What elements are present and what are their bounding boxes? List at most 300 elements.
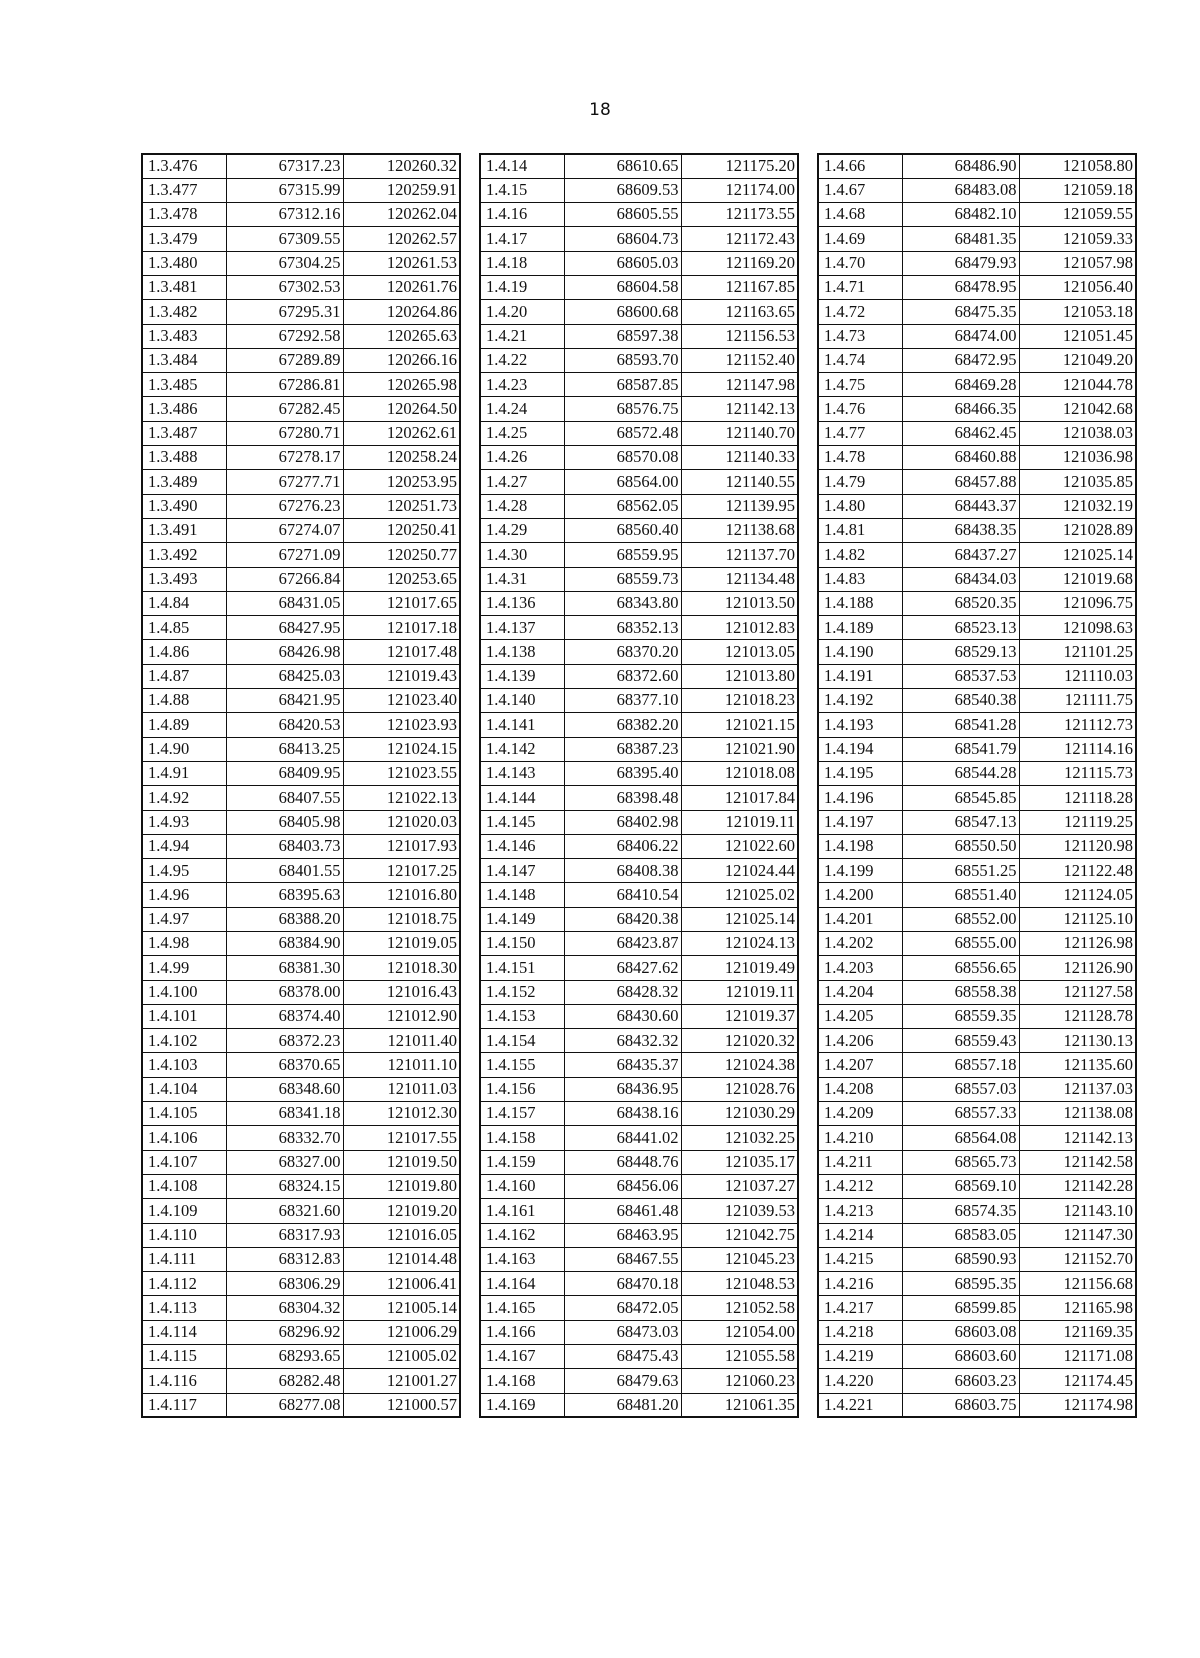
point-id-cell: 1.4.112 bbox=[142, 1272, 226, 1296]
x-coordinate-cell: 68587.85 bbox=[564, 373, 681, 397]
point-id-cell: 1.4.105 bbox=[142, 1102, 226, 1126]
y-coordinate-cell: 121138.68 bbox=[681, 518, 798, 542]
y-coordinate-cell: 121037.27 bbox=[681, 1174, 798, 1198]
table-row bbox=[818, 786, 1136, 810]
point-id-cell: 1.4.197 bbox=[818, 810, 902, 834]
point-id-cell: 1.4.28 bbox=[480, 494, 564, 518]
table-row bbox=[818, 1077, 1136, 1101]
x-coordinate-cell: 68603.75 bbox=[902, 1393, 1019, 1417]
x-coordinate-cell: 68381.30 bbox=[226, 956, 343, 980]
table-row bbox=[480, 786, 798, 810]
x-coordinate-cell: 68559.35 bbox=[902, 1004, 1019, 1028]
table-row bbox=[818, 1369, 1136, 1393]
y-coordinate-cell: 121135.60 bbox=[1019, 1053, 1136, 1077]
table-row bbox=[142, 1102, 460, 1126]
table-row bbox=[480, 1102, 798, 1126]
y-coordinate-cell: 121017.84 bbox=[681, 786, 798, 810]
x-coordinate-cell: 68341.18 bbox=[226, 1102, 343, 1126]
x-coordinate-cell: 68461.48 bbox=[564, 1199, 681, 1223]
x-coordinate-cell: 68605.55 bbox=[564, 203, 681, 227]
table-row bbox=[818, 178, 1136, 202]
table-row bbox=[818, 1029, 1136, 1053]
point-id-cell: 1.4.143 bbox=[480, 761, 564, 785]
point-id-cell: 1.4.82 bbox=[818, 543, 902, 567]
x-coordinate-cell: 68457.88 bbox=[902, 470, 1019, 494]
y-coordinate-cell: 120253.95 bbox=[343, 470, 460, 494]
y-coordinate-cell: 121024.13 bbox=[681, 932, 798, 956]
point-id-cell: 1.4.163 bbox=[480, 1247, 564, 1271]
point-id-cell: 1.4.70 bbox=[818, 251, 902, 275]
point-id-cell: 1.3.478 bbox=[142, 203, 226, 227]
point-id-cell: 1.4.144 bbox=[480, 786, 564, 810]
x-coordinate-cell: 68483.08 bbox=[902, 178, 1019, 202]
y-coordinate-cell: 121019.49 bbox=[681, 956, 798, 980]
y-coordinate-cell: 121122.48 bbox=[1019, 859, 1136, 883]
table-row bbox=[142, 1199, 460, 1223]
point-id-cell: 1.4.220 bbox=[818, 1369, 902, 1393]
x-coordinate-cell: 68304.32 bbox=[226, 1296, 343, 1320]
point-id-cell: 1.3.482 bbox=[142, 300, 226, 324]
y-coordinate-cell: 121130.13 bbox=[1019, 1029, 1136, 1053]
y-coordinate-cell: 121019.11 bbox=[681, 810, 798, 834]
table-row bbox=[818, 1174, 1136, 1198]
table-row bbox=[818, 737, 1136, 761]
x-coordinate-cell: 68466.35 bbox=[902, 397, 1019, 421]
point-id-cell: 1.4.79 bbox=[818, 470, 902, 494]
table-row bbox=[818, 567, 1136, 591]
y-coordinate-cell: 121011.10 bbox=[343, 1053, 460, 1077]
x-coordinate-cell: 67282.45 bbox=[226, 397, 343, 421]
x-coordinate-cell: 68547.13 bbox=[902, 810, 1019, 834]
y-coordinate-cell: 121011.03 bbox=[343, 1077, 460, 1101]
table-row bbox=[142, 616, 460, 640]
table-row bbox=[142, 227, 460, 251]
point-id-cell: 1.4.86 bbox=[142, 640, 226, 664]
y-coordinate-cell: 120258.24 bbox=[343, 446, 460, 470]
x-coordinate-cell: 68438.16 bbox=[564, 1102, 681, 1126]
table-row bbox=[480, 1320, 798, 1344]
y-coordinate-cell: 121056.40 bbox=[1019, 275, 1136, 299]
point-id-cell: 1.3.484 bbox=[142, 348, 226, 372]
table-row bbox=[142, 494, 460, 518]
y-coordinate-cell: 121005.14 bbox=[343, 1296, 460, 1320]
table-row bbox=[142, 689, 460, 713]
point-id-cell: 1.4.25 bbox=[480, 421, 564, 445]
x-coordinate-cell: 68557.18 bbox=[902, 1053, 1019, 1077]
y-coordinate-cell: 121174.45 bbox=[1019, 1369, 1136, 1393]
y-coordinate-cell: 121156.68 bbox=[1019, 1272, 1136, 1296]
table-row bbox=[142, 883, 460, 907]
point-id-cell: 1.3.489 bbox=[142, 470, 226, 494]
x-coordinate-cell: 68413.25 bbox=[226, 737, 343, 761]
point-id-cell: 1.4.66 bbox=[818, 154, 902, 178]
y-coordinate-cell: 121049.20 bbox=[1019, 348, 1136, 372]
point-id-cell: 1.4.117 bbox=[142, 1393, 226, 1417]
x-coordinate-cell: 68560.40 bbox=[564, 518, 681, 542]
point-id-cell: 1.4.80 bbox=[818, 494, 902, 518]
table-row bbox=[480, 1345, 798, 1369]
y-coordinate-cell: 121017.48 bbox=[343, 640, 460, 664]
x-coordinate-cell: 68569.10 bbox=[902, 1174, 1019, 1198]
y-coordinate-cell: 121045.23 bbox=[681, 1247, 798, 1271]
table-row bbox=[142, 1393, 460, 1417]
x-coordinate-cell: 68408.38 bbox=[564, 859, 681, 883]
y-coordinate-cell: 121139.95 bbox=[681, 494, 798, 518]
table-row bbox=[818, 1296, 1136, 1320]
y-coordinate-cell: 121152.40 bbox=[681, 348, 798, 372]
x-coordinate-cell: 68427.62 bbox=[564, 956, 681, 980]
y-coordinate-cell: 121171.08 bbox=[1019, 1345, 1136, 1369]
x-coordinate-cell: 68520.35 bbox=[902, 591, 1019, 615]
x-coordinate-cell: 68432.32 bbox=[564, 1029, 681, 1053]
y-coordinate-cell: 120265.63 bbox=[343, 324, 460, 348]
y-coordinate-cell: 121061.35 bbox=[681, 1393, 798, 1417]
x-coordinate-cell: 68603.08 bbox=[902, 1320, 1019, 1344]
point-id-cell: 1.3.483 bbox=[142, 324, 226, 348]
point-id-cell: 1.4.23 bbox=[480, 373, 564, 397]
point-id-cell: 1.4.88 bbox=[142, 689, 226, 713]
y-coordinate-cell: 121023.55 bbox=[343, 761, 460, 785]
x-coordinate-cell: 68374.40 bbox=[226, 1004, 343, 1028]
point-id-cell: 1.4.147 bbox=[480, 859, 564, 883]
coordinate-table bbox=[141, 153, 461, 1418]
table-row bbox=[818, 518, 1136, 542]
x-coordinate-cell: 68474.00 bbox=[902, 324, 1019, 348]
y-coordinate-cell: 121174.98 bbox=[1019, 1393, 1136, 1417]
point-id-cell: 1.4.192 bbox=[818, 689, 902, 713]
x-coordinate-cell: 68437.27 bbox=[902, 543, 1019, 567]
y-coordinate-cell: 121140.70 bbox=[681, 421, 798, 445]
point-id-cell: 1.4.103 bbox=[142, 1053, 226, 1077]
table-row bbox=[480, 275, 798, 299]
point-id-cell: 1.4.21 bbox=[480, 324, 564, 348]
x-coordinate-cell: 68423.87 bbox=[564, 932, 681, 956]
point-id-cell: 1.3.488 bbox=[142, 446, 226, 470]
y-coordinate-cell: 121019.37 bbox=[681, 1004, 798, 1028]
point-id-cell: 1.4.18 bbox=[480, 251, 564, 275]
table-row bbox=[142, 664, 460, 688]
point-id-cell: 1.4.217 bbox=[818, 1296, 902, 1320]
x-coordinate-cell: 68443.37 bbox=[902, 494, 1019, 518]
table-row bbox=[142, 1174, 460, 1198]
y-coordinate-cell: 120262.61 bbox=[343, 421, 460, 445]
point-id-cell: 1.4.200 bbox=[818, 883, 902, 907]
y-coordinate-cell: 121140.33 bbox=[681, 446, 798, 470]
y-coordinate-cell: 121042.75 bbox=[681, 1223, 798, 1247]
table-row bbox=[818, 227, 1136, 251]
table-row bbox=[142, 178, 460, 202]
table-row bbox=[142, 1345, 460, 1369]
y-coordinate-cell: 120259.91 bbox=[343, 178, 460, 202]
x-coordinate-cell: 68343.80 bbox=[564, 591, 681, 615]
point-id-cell: 1.4.139 bbox=[480, 664, 564, 688]
y-coordinate-cell: 121006.29 bbox=[343, 1320, 460, 1344]
x-coordinate-cell: 68438.35 bbox=[902, 518, 1019, 542]
table-row bbox=[480, 810, 798, 834]
point-id-cell: 1.3.491 bbox=[142, 518, 226, 542]
table-row bbox=[480, 1004, 798, 1028]
y-coordinate-cell: 121118.28 bbox=[1019, 786, 1136, 810]
point-id-cell: 1.3.492 bbox=[142, 543, 226, 567]
table-row bbox=[480, 737, 798, 761]
table-row bbox=[480, 494, 798, 518]
point-id-cell: 1.4.205 bbox=[818, 1004, 902, 1028]
x-coordinate-cell: 67289.89 bbox=[226, 348, 343, 372]
point-id-cell: 1.3.479 bbox=[142, 227, 226, 251]
point-id-cell: 1.4.113 bbox=[142, 1296, 226, 1320]
x-coordinate-cell: 68406.22 bbox=[564, 834, 681, 858]
y-coordinate-cell: 121098.63 bbox=[1019, 616, 1136, 640]
point-id-cell: 1.4.157 bbox=[480, 1102, 564, 1126]
y-coordinate-cell: 121032.19 bbox=[1019, 494, 1136, 518]
x-coordinate-cell: 68463.95 bbox=[564, 1223, 681, 1247]
y-coordinate-cell: 121012.30 bbox=[343, 1102, 460, 1126]
x-coordinate-cell: 68277.08 bbox=[226, 1393, 343, 1417]
point-id-cell: 1.3.477 bbox=[142, 178, 226, 202]
table-row bbox=[142, 1247, 460, 1271]
x-coordinate-cell: 68317.93 bbox=[226, 1223, 343, 1247]
point-id-cell: 1.4.101 bbox=[142, 1004, 226, 1028]
x-coordinate-cell: 68605.03 bbox=[564, 251, 681, 275]
point-id-cell: 1.4.153 bbox=[480, 1004, 564, 1028]
x-coordinate-cell: 68321.60 bbox=[226, 1199, 343, 1223]
table-row bbox=[142, 397, 460, 421]
table-row bbox=[142, 786, 460, 810]
point-id-cell: 1.4.15 bbox=[480, 178, 564, 202]
point-id-cell: 1.4.68 bbox=[818, 203, 902, 227]
point-id-cell: 1.4.198 bbox=[818, 834, 902, 858]
x-coordinate-cell: 68603.60 bbox=[902, 1345, 1019, 1369]
y-coordinate-cell: 121044.78 bbox=[1019, 373, 1136, 397]
point-id-cell: 1.4.94 bbox=[142, 834, 226, 858]
point-id-cell: 1.4.189 bbox=[818, 616, 902, 640]
x-coordinate-cell: 68479.93 bbox=[902, 251, 1019, 275]
table-row bbox=[142, 1223, 460, 1247]
y-coordinate-cell: 121017.18 bbox=[343, 616, 460, 640]
x-coordinate-cell: 67274.07 bbox=[226, 518, 343, 542]
y-coordinate-cell: 121156.53 bbox=[681, 324, 798, 348]
point-id-cell: 1.4.109 bbox=[142, 1199, 226, 1223]
point-id-cell: 1.3.487 bbox=[142, 421, 226, 445]
point-id-cell: 1.4.24 bbox=[480, 397, 564, 421]
y-coordinate-cell: 121053.18 bbox=[1019, 300, 1136, 324]
y-coordinate-cell: 121017.25 bbox=[343, 859, 460, 883]
x-coordinate-cell: 68556.65 bbox=[902, 956, 1019, 980]
x-coordinate-cell: 68551.40 bbox=[902, 883, 1019, 907]
x-coordinate-cell: 68562.05 bbox=[564, 494, 681, 518]
x-coordinate-cell: 68574.35 bbox=[902, 1199, 1019, 1223]
point-id-cell: 1.4.26 bbox=[480, 446, 564, 470]
table-row bbox=[818, 907, 1136, 931]
table-row bbox=[480, 664, 798, 688]
point-id-cell: 1.3.481 bbox=[142, 275, 226, 299]
x-coordinate-cell: 68559.73 bbox=[564, 567, 681, 591]
point-id-cell: 1.4.150 bbox=[480, 932, 564, 956]
y-coordinate-cell: 121101.25 bbox=[1019, 640, 1136, 664]
table-row bbox=[480, 203, 798, 227]
table-row bbox=[818, 421, 1136, 445]
table-row bbox=[480, 446, 798, 470]
x-coordinate-cell: 68430.60 bbox=[564, 1004, 681, 1028]
point-id-cell: 1.4.84 bbox=[142, 591, 226, 615]
table-row bbox=[142, 932, 460, 956]
table-row bbox=[818, 251, 1136, 275]
y-coordinate-cell: 121051.45 bbox=[1019, 324, 1136, 348]
x-coordinate-cell: 68370.65 bbox=[226, 1053, 343, 1077]
x-coordinate-cell: 68559.95 bbox=[564, 543, 681, 567]
table-row bbox=[480, 1029, 798, 1053]
x-coordinate-cell: 68551.25 bbox=[902, 859, 1019, 883]
table-row bbox=[480, 1369, 798, 1393]
table-row bbox=[142, 1004, 460, 1028]
x-coordinate-cell: 68460.88 bbox=[902, 446, 1019, 470]
y-coordinate-cell: 120260.32 bbox=[343, 154, 460, 178]
x-coordinate-cell: 68610.65 bbox=[564, 154, 681, 178]
y-coordinate-cell: 121018.08 bbox=[681, 761, 798, 785]
point-id-cell: 1.4.72 bbox=[818, 300, 902, 324]
point-id-cell: 1.4.20 bbox=[480, 300, 564, 324]
x-coordinate-cell: 68324.15 bbox=[226, 1174, 343, 1198]
point-id-cell: 1.4.214 bbox=[818, 1223, 902, 1247]
point-id-cell: 1.4.168 bbox=[480, 1369, 564, 1393]
table-row bbox=[480, 1199, 798, 1223]
y-coordinate-cell: 120264.50 bbox=[343, 397, 460, 421]
point-id-cell: 1.4.196 bbox=[818, 786, 902, 810]
table-row bbox=[818, 932, 1136, 956]
table-row bbox=[480, 1174, 798, 1198]
y-coordinate-cell: 121018.75 bbox=[343, 907, 460, 931]
point-id-cell: 1.4.193 bbox=[818, 713, 902, 737]
point-id-cell: 1.4.97 bbox=[142, 907, 226, 931]
y-coordinate-cell: 121142.28 bbox=[1019, 1174, 1136, 1198]
table-row bbox=[818, 616, 1136, 640]
point-id-cell: 1.4.215 bbox=[818, 1247, 902, 1271]
x-coordinate-cell: 67317.23 bbox=[226, 154, 343, 178]
table-row bbox=[480, 713, 798, 737]
table-row bbox=[480, 178, 798, 202]
table-row bbox=[818, 713, 1136, 737]
y-coordinate-cell: 121147.30 bbox=[1019, 1223, 1136, 1247]
point-id-cell: 1.4.149 bbox=[480, 907, 564, 931]
y-coordinate-cell: 120261.76 bbox=[343, 275, 460, 299]
table-row bbox=[480, 1150, 798, 1174]
table-row bbox=[142, 1077, 460, 1101]
x-coordinate-cell: 68478.95 bbox=[902, 275, 1019, 299]
x-coordinate-cell: 68593.70 bbox=[564, 348, 681, 372]
x-coordinate-cell: 68296.92 bbox=[226, 1320, 343, 1344]
y-coordinate-cell: 121023.93 bbox=[343, 713, 460, 737]
y-coordinate-cell: 121142.13 bbox=[1019, 1126, 1136, 1150]
point-id-cell: 1.4.98 bbox=[142, 932, 226, 956]
table-row bbox=[480, 1126, 798, 1150]
point-id-cell: 1.4.116 bbox=[142, 1369, 226, 1393]
point-id-cell: 1.4.211 bbox=[818, 1150, 902, 1174]
x-coordinate-cell: 68372.60 bbox=[564, 664, 681, 688]
point-id-cell: 1.4.167 bbox=[480, 1345, 564, 1369]
x-coordinate-cell: 68472.05 bbox=[564, 1296, 681, 1320]
table-row bbox=[142, 470, 460, 494]
table-row bbox=[818, 810, 1136, 834]
y-coordinate-cell: 120251.73 bbox=[343, 494, 460, 518]
x-coordinate-cell: 68378.00 bbox=[226, 980, 343, 1004]
x-coordinate-cell: 68398.48 bbox=[564, 786, 681, 810]
point-id-cell: 1.4.194 bbox=[818, 737, 902, 761]
table-row bbox=[480, 324, 798, 348]
point-id-cell: 1.4.78 bbox=[818, 446, 902, 470]
point-id-cell: 1.4.27 bbox=[480, 470, 564, 494]
point-id-cell: 1.4.151 bbox=[480, 956, 564, 980]
x-coordinate-cell: 68545.85 bbox=[902, 786, 1019, 810]
x-coordinate-cell: 68312.83 bbox=[226, 1247, 343, 1271]
table-row bbox=[142, 810, 460, 834]
y-coordinate-cell: 121142.58 bbox=[1019, 1150, 1136, 1174]
x-coordinate-cell: 67271.09 bbox=[226, 543, 343, 567]
point-id-cell: 1.4.77 bbox=[818, 421, 902, 445]
point-id-cell: 1.4.140 bbox=[480, 689, 564, 713]
table-row bbox=[142, 518, 460, 542]
x-coordinate-cell: 68529.13 bbox=[902, 640, 1019, 664]
point-id-cell: 1.4.165 bbox=[480, 1296, 564, 1320]
table-row bbox=[142, 300, 460, 324]
y-coordinate-cell: 121012.83 bbox=[681, 616, 798, 640]
y-coordinate-cell: 120250.77 bbox=[343, 543, 460, 567]
y-coordinate-cell: 121173.55 bbox=[681, 203, 798, 227]
x-coordinate-cell: 67276.23 bbox=[226, 494, 343, 518]
table-row bbox=[480, 1223, 798, 1247]
table-row bbox=[480, 956, 798, 980]
y-coordinate-cell: 121017.93 bbox=[343, 834, 460, 858]
x-coordinate-cell: 68428.32 bbox=[564, 980, 681, 1004]
table-row bbox=[142, 324, 460, 348]
x-coordinate-cell: 68395.63 bbox=[226, 883, 343, 907]
table-row bbox=[818, 761, 1136, 785]
x-coordinate-cell: 67302.53 bbox=[226, 275, 343, 299]
table-row bbox=[480, 300, 798, 324]
y-coordinate-cell: 121048.53 bbox=[681, 1272, 798, 1296]
table-row bbox=[480, 616, 798, 640]
table-row bbox=[480, 859, 798, 883]
table-row bbox=[480, 543, 798, 567]
x-coordinate-cell: 68435.37 bbox=[564, 1053, 681, 1077]
x-coordinate-cell: 68421.95 bbox=[226, 689, 343, 713]
table-row bbox=[142, 859, 460, 883]
table-row bbox=[818, 664, 1136, 688]
table-row bbox=[480, 470, 798, 494]
table-row bbox=[818, 1102, 1136, 1126]
table-row bbox=[818, 494, 1136, 518]
point-id-cell: 1.4.210 bbox=[818, 1126, 902, 1150]
coordinate-table bbox=[479, 153, 799, 1418]
x-coordinate-cell: 68558.38 bbox=[902, 980, 1019, 1004]
x-coordinate-cell: 68427.95 bbox=[226, 616, 343, 640]
point-id-cell: 1.4.22 bbox=[480, 348, 564, 372]
table-row bbox=[142, 1126, 460, 1150]
x-coordinate-cell: 67266.84 bbox=[226, 567, 343, 591]
table-row bbox=[818, 689, 1136, 713]
y-coordinate-cell: 121035.85 bbox=[1019, 470, 1136, 494]
y-coordinate-cell: 121019.43 bbox=[343, 664, 460, 688]
x-coordinate-cell: 68401.55 bbox=[226, 859, 343, 883]
x-coordinate-cell: 67280.71 bbox=[226, 421, 343, 445]
point-id-cell: 1.4.166 bbox=[480, 1320, 564, 1344]
point-id-cell: 1.4.115 bbox=[142, 1345, 226, 1369]
table-row bbox=[480, 980, 798, 1004]
point-id-cell: 1.4.16 bbox=[480, 203, 564, 227]
y-coordinate-cell: 121137.70 bbox=[681, 543, 798, 567]
table-row bbox=[142, 713, 460, 737]
x-coordinate-cell: 68388.20 bbox=[226, 907, 343, 931]
y-coordinate-cell: 121163.65 bbox=[681, 300, 798, 324]
